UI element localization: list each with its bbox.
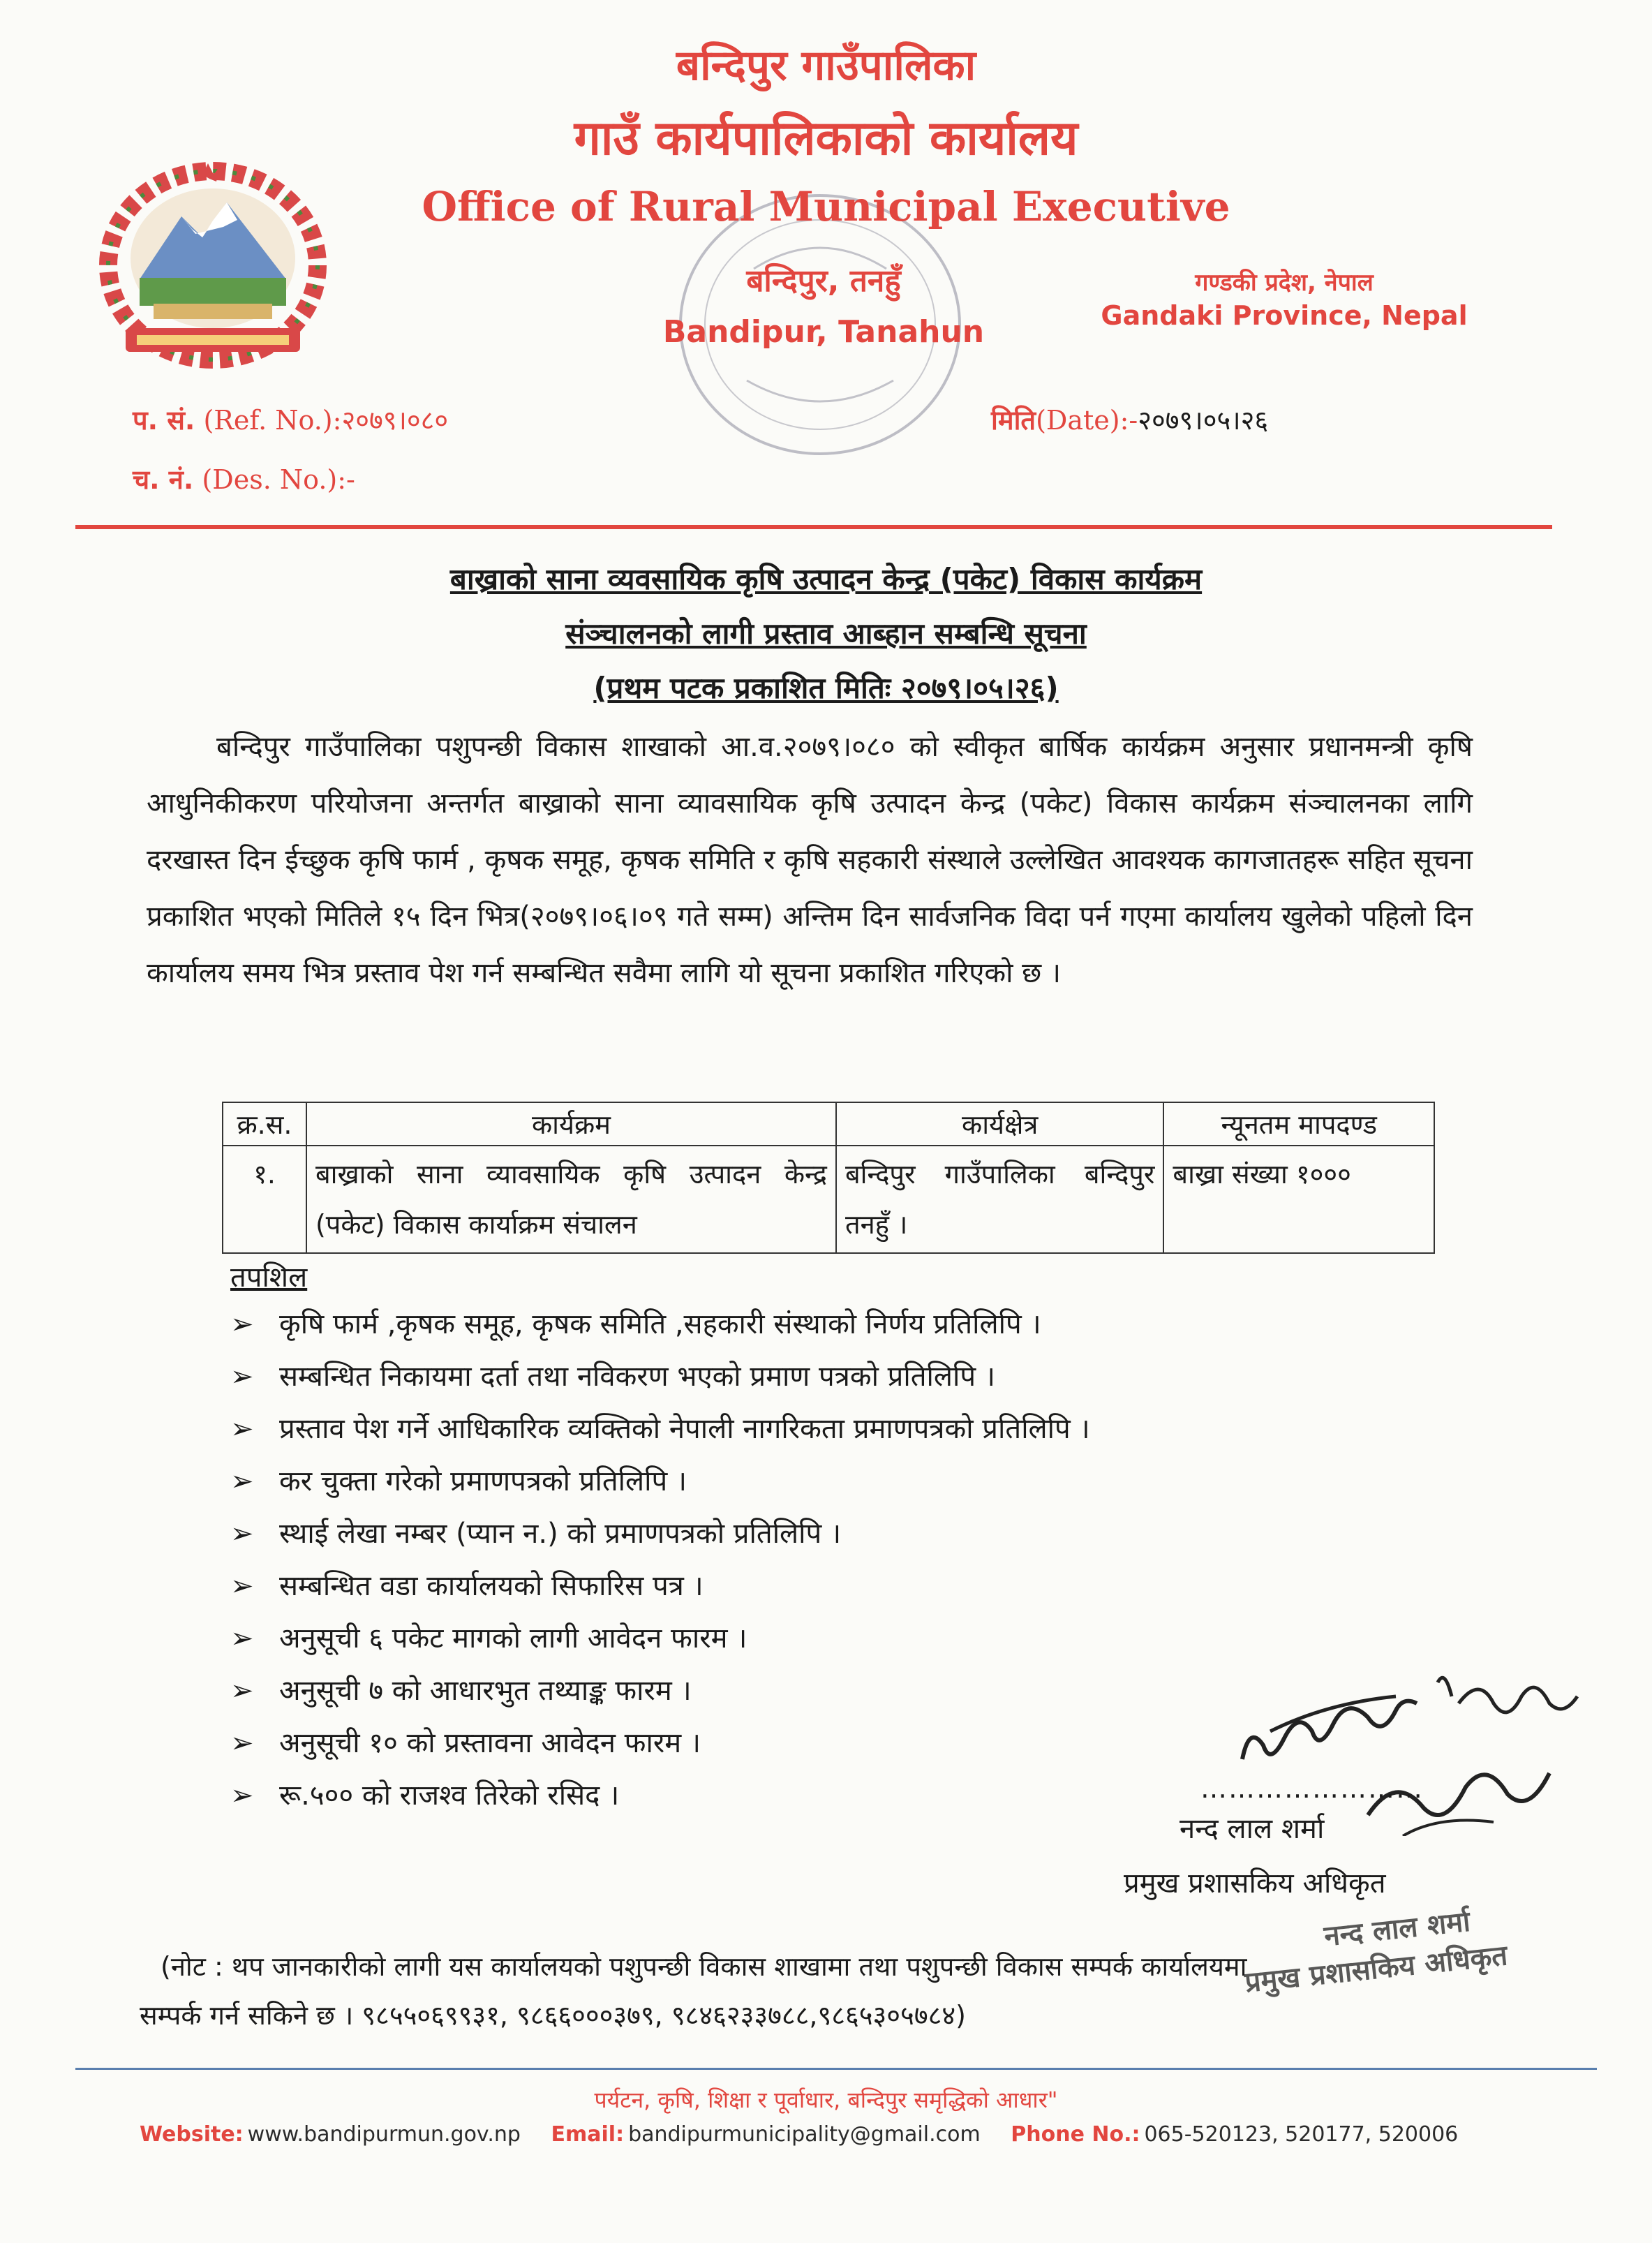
table-row (223, 1146, 1434, 1253)
letter-date (991, 401, 1268, 438)
location-en: Bandipur, Tanahun (662, 314, 985, 350)
note-line2: सम्पर्क गर्न सकिने छ । ९८५५०६९९३१, ९८६६०००३७९, ९८४६२३३७८८,९८६५३०५७८४) (140, 2000, 966, 2031)
date-value: २०७९।०५।२६ (1138, 405, 1269, 436)
cell-program: बाख्राको साना व्यावसायिक कृषि उत्पादन केन्द्र (पकेट) विकास कार्याक्रम संचालन (306, 1146, 836, 1253)
arrow-bullet-icon: ➢ (230, 1413, 254, 1445)
header-divider (75, 525, 1552, 529)
list-item: ➢ कर चुक्ता गरेको प्रमाणपत्रको प्रतिलिपि । (230, 1456, 1090, 1508)
arrow-bullet-icon: ➢ (230, 1570, 254, 1602)
date-label-en: (Date):- (1036, 405, 1138, 436)
footer-divider (75, 2068, 1597, 2070)
footer-slogan: पर्यटन, कृषि, शिक्षा र पूर्वाधार, बन्दिपुर समृद्धिको आधार" (594, 2087, 1058, 2113)
notice-body (147, 719, 1473, 1002)
office-name-np: गाउँ कार्यपालिकाको कार्यालय (574, 111, 1078, 166)
ref-label-np: प. सं. (133, 405, 195, 436)
arrow-bullet-icon: ➢ (230, 1622, 254, 1655)
ref-label-en: (Ref. No.): (203, 405, 342, 436)
arrow-bullet-icon: ➢ (230, 1361, 254, 1393)
arrow-bullet-icon: ➢ (230, 1779, 254, 1812)
list-item: ➢ प्रस्ताव पेश गर्ने आधिकारिक व्यक्तिको नेपाली नागरिकता प्रमाणपत्रको प्रतिलिपि । (230, 1403, 1090, 1456)
list-item: ➢ रू.५०० को राजश्व तिरेको रसिद । (230, 1770, 1090, 1822)
notice-title-line3: (प्रथम पटक प्रकाशित मितिः २०७९।०५।२६) (593, 671, 1059, 705)
col-header-criteria: न्यूनतम मापदण्ड (1163, 1102, 1434, 1146)
stamp-name: नन्द लाल शर्मा (1323, 1905, 1472, 1953)
name-stamp (1239, 1900, 1509, 2002)
cell-criteria: बाख्रा संख्या १००० (1163, 1146, 1434, 1253)
location-np: बन्दिपुर, तनहुँ (746, 263, 901, 299)
list-item: ➢ सम्बन्धित वडा कार्यालयको सिफारिस पत्र । (230, 1560, 1090, 1613)
col-header-sn: क्र.स. (223, 1102, 306, 1146)
note-line1: (नोट : थप जानकारीको लागी यस कार्यालयको पशुपन्छी विकास शाखामा तथा पशुपन्छी विकास सम्पर्क कार्यालयमा (161, 1951, 1247, 1982)
des-label-np: च. नं. (133, 464, 194, 495)
list-item: ➢ सम्बन्धित निकायमा दर्ता तथा नविकरण भएको प्रमाण पत्रको प्रतिलिपि । (230, 1351, 1090, 1403)
des-label-en: (Des. No.):- (202, 464, 355, 495)
table-header-row (223, 1102, 1434, 1146)
ref-number (133, 401, 448, 438)
email-label: Email: (551, 2122, 625, 2147)
arrow-bullet-icon: ➢ (230, 1518, 254, 1550)
signatory-designation: प्रमुख प्रशासकिय अधिकृत (1124, 1867, 1386, 1900)
date-label-np: मिति (991, 405, 1036, 436)
list-item: ➢ स्थाई लेखा नम्बर (प्यान न.) को प्रमाणपत्रको प्रतिलिपि । (230, 1508, 1090, 1560)
signature-line: …………………… (1200, 1773, 1424, 1804)
arrow-bullet-icon: ➢ (230, 1465, 254, 1497)
document-list (230, 1298, 1090, 1822)
col-header-area: कार्यक्षेत्र (836, 1102, 1163, 1146)
program-table (222, 1102, 1435, 1254)
stamp-designation: प्रमुख प्रशासकिय अधिकृत (1243, 1939, 1510, 1999)
arrow-bullet-icon: ➢ (230, 1675, 254, 1707)
ref-value: २०७९।०८० (341, 405, 449, 436)
arrow-bullet-icon: ➢ (230, 1308, 254, 1340)
notice-title-line1: बाख्राको साना व्यवसायिक कृषि उत्पादन केन्द्र (पकेट) विकास कार्यक्रम (449, 562, 1203, 596)
cell-sn: १. (223, 1146, 306, 1253)
col-header-program: कार्यक्रम (306, 1102, 836, 1146)
footer-contacts (140, 2122, 1482, 2147)
cell-area: बन्दिपुर गाउँपालिका बन्दिपुर तनहुँ । (836, 1146, 1163, 1253)
phone-numbers: 065-520123, 520177, 520006 (1144, 2122, 1459, 2147)
website-link[interactable]: www.bandipurmun.gov.np (247, 2122, 521, 2147)
municipality-name-np: बन्दिपुर गाउँपालिका (676, 41, 976, 90)
list-item: ➢ अनुसूची ६ पकेट मागको लागी आवेदन फारम । (230, 1613, 1090, 1665)
website-label: Website: (140, 2122, 244, 2147)
signatory-name: नन्द लाल शर्मा (1180, 1813, 1325, 1845)
list-item: ➢ अनुसूची १० को प्रस्तावना आवेदन फारम । (230, 1717, 1090, 1770)
arrow-bullet-icon: ➢ (230, 1727, 254, 1759)
office-name-en: Office of Rural Municipal Executive (422, 183, 1230, 230)
notice-body-text: बन्दिपुर गाउँपालिका पशुपन्छी विकास शाखाको आ.व.२०७९।०८० को स्वीकृत बार्षिक कार्यक्रम अनुसार प्रधानमन्त्री कृषि आधुनिकीकरण परियोजना अन्तर्गत बाख्राको साना व्यावसायिक कृषि उत्पादन केन्द्र (पकेट) विकास कार्यक्रम संञ्चालनका लागि दरखास्त दिन ईच्छुक कृषि फार्म , कृषक समूह, कृषक समिति र कृषि सहकारी संस्थाले उल्लेखित आवश्यक कागजातहरू सहित सूचना प्रकाशित भएको मितिले १५ दिन भित्र(२०७९।०६।०९ गते सम्म) अन्तिम दिन सार्वजनिक विदा पर्न गएमा कार्यालय खुलेको पहिलो दिन कार्यालय समय भित्र प्रस्ताव पेश गर्न सम्बन्धित सवैमा लागि यो सूचना प्रकाशित गरिएको छ । (147, 731, 1473, 989)
province-np: गण्डकी प्रदेश, नेपाल (1195, 269, 1374, 297)
list-item: ➢ अनुसूची ७ को आधारभुत तथ्याङ्क फारम । (230, 1665, 1090, 1717)
list-item: ➢ कृषि फार्म ,कृषक समूह, कृषक समिति ,सहकारी संस्थाको निर्णय प्रतिलिपि । (230, 1298, 1090, 1351)
dispatch-number (133, 461, 355, 497)
notice-title-line2: संञ्चालनको लागी प्रस्ताव आब्हान सम्बन्धि सूचना (565, 616, 1087, 651)
province-en: Gandaki Province, Nepal (1101, 300, 1468, 331)
details-heading: तपशिल (230, 1261, 308, 1294)
phone-label: Phone No.: (1011, 2122, 1140, 2147)
email-link[interactable]: bandipurmunicipality@gmail.com (628, 2122, 981, 2147)
